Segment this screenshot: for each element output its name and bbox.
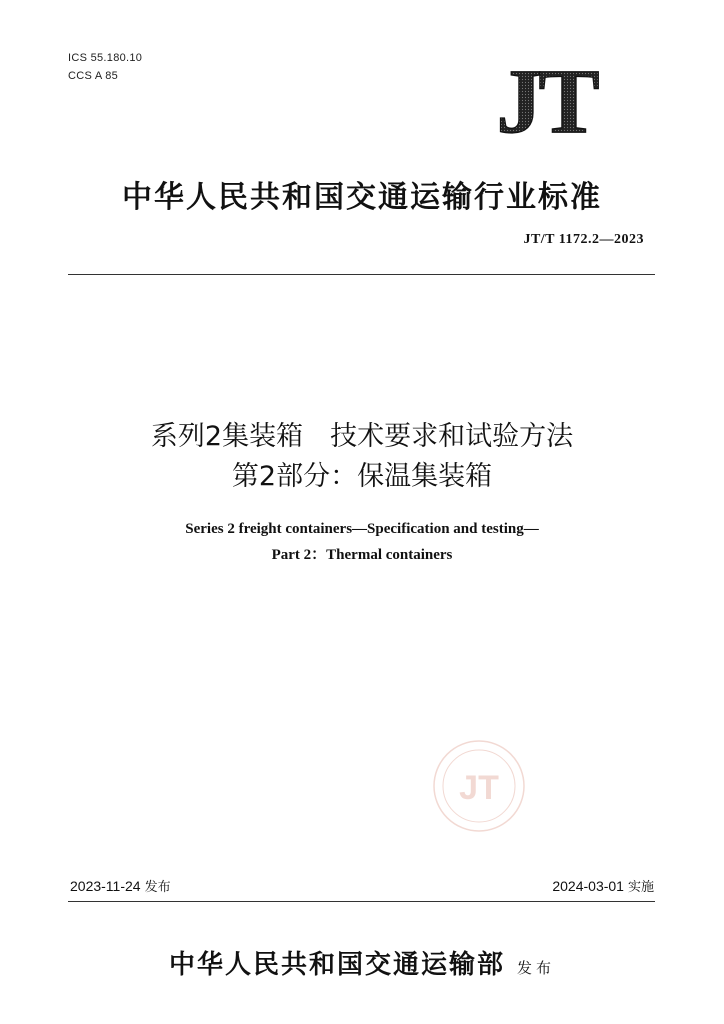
publisher-line xyxy=(0,944,724,981)
title-en-line2: Part 2：Thermal containers xyxy=(271,547,453,563)
bottom-divider xyxy=(68,901,655,902)
top-divider xyxy=(68,274,655,275)
standard-code: JT/T 1172.2—2023 xyxy=(523,232,644,247)
implementation-date-value: 2024-03-01 xyxy=(552,878,624,894)
title-cn-line1: 系列2集装箱 技术要求和试验方法 xyxy=(150,421,574,452)
ccs-code: CCS A 85 xyxy=(68,70,119,82)
issue-date xyxy=(70,876,171,895)
issue-label: 发布 xyxy=(144,880,171,895)
watermark-text: JT xyxy=(459,769,499,807)
issue-date-value: 2023-11-24 xyxy=(70,878,141,894)
publisher-name: 中华人民共和国交通运输部 xyxy=(168,950,505,980)
title-en-line1: Series 2 freight containers—Specification and testing— xyxy=(185,521,539,537)
ics-code: ICS 55.180.10 xyxy=(68,52,143,64)
agency-title: 中华人民共和国交通运输行业标准 xyxy=(122,180,602,215)
implementation-label: 实施 xyxy=(627,880,654,895)
title-cn-line2: 第2部分：保温集装箱 xyxy=(231,461,493,492)
jt-logo xyxy=(476,60,616,140)
publish-label: 发布 xyxy=(517,959,556,977)
implementation-date xyxy=(552,876,654,895)
jt-logo-text: JT xyxy=(496,60,596,140)
jt-watermark-seal xyxy=(432,739,526,833)
